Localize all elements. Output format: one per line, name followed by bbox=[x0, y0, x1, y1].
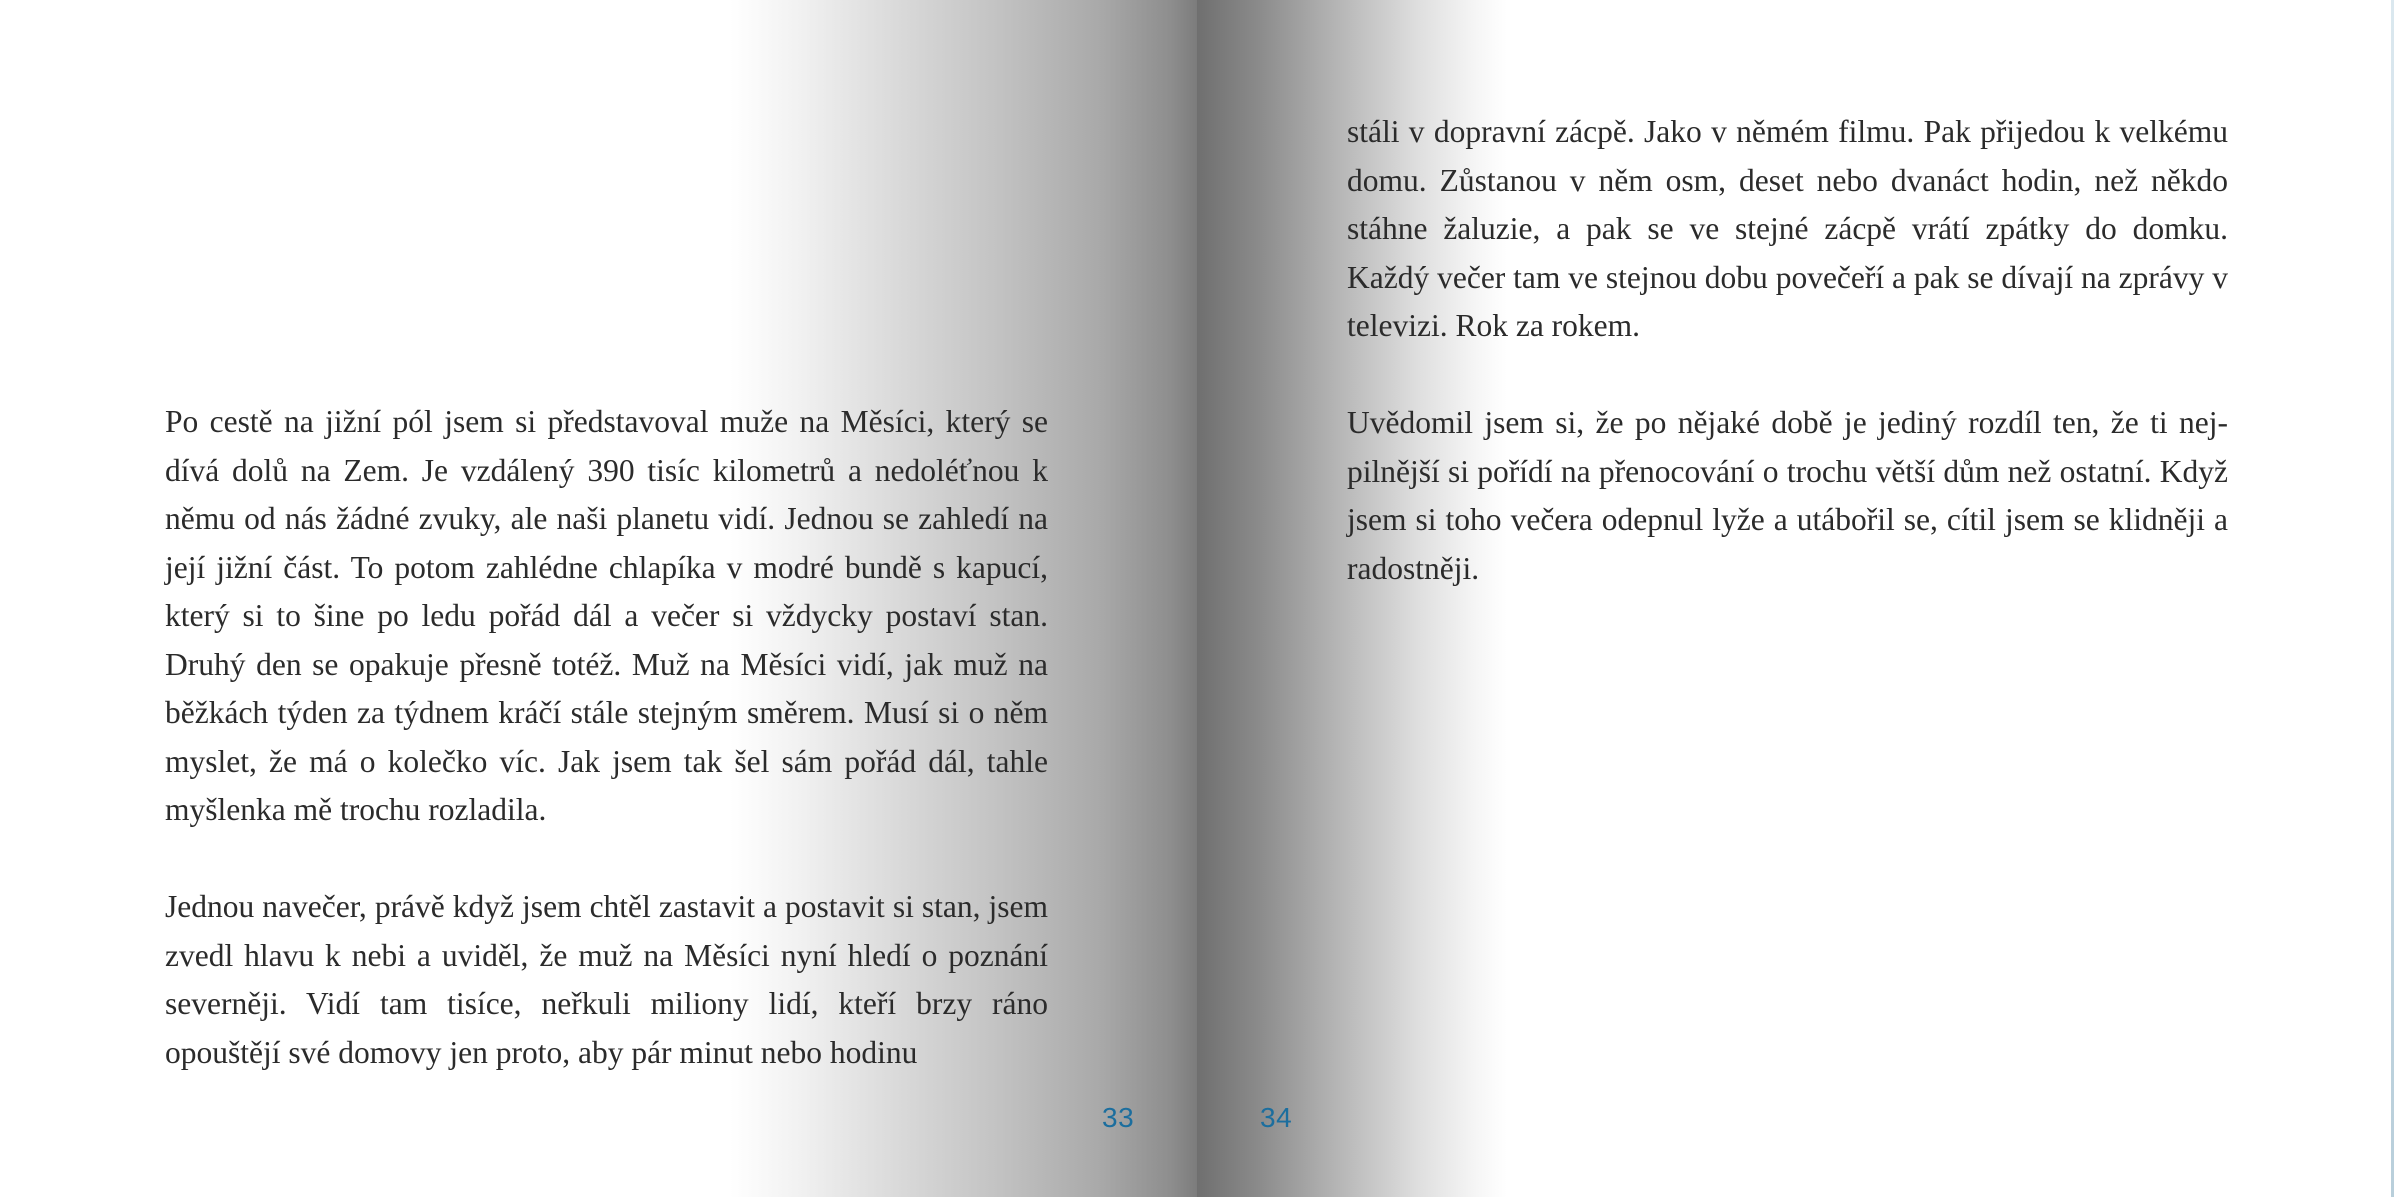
left-paragraph-2: Jednou navečer, právě když jsem chtěl zastavit a postavit si stan, jsem zvedl hlavu k nebi a uviděl, že muž na Měsíci nyní hledí o poznání severněji. Vidí tam tisíce, neřkuli miliony lidí, kteří brzy ráno opouštějí své domovy jen proto, aby pár minut nebo hodinu bbox=[165, 889, 1048, 1070]
right-paragraph-2: Uvědomil jsem si, že po nějaké době je jediný rozdíl ten, že ti nejpilnější si pořídí na přenocování o trochu větší dům než ostatní. Když jsem si toho večera odepnul lyže a utábořil se, cítil jsem se klidněji a radostněji. bbox=[1347, 405, 2228, 586]
page-number-right: 34 bbox=[1260, 1102, 1293, 1133]
left-paragraph-1: Po cestě na jižní pól jsem si představoval muže na Měsíci, který se dívá dolů na Zem. Je vzdálený 390 tisíc kilometrů a nedoléťnou k němu od nás žádné zvuky, ale naši planetu vidí. Jednou se zahledí na její jižní část. To potom zahlédne chlapíka v modré bundě s kapucí, který si to šine po ledu pořád dál a večer si vždycky postaví stan. Druhý den se opakuje přesně totéž. Muž na Měsíci vidí, jak muž na běžkách týden za týdnem kráčí stále stejným směrem. Musí si o něm myslet, že má o kolečko víc. Jak jsem tak šel sám pořád dál, tahle myšlenka mě trochu rozladila. bbox=[165, 404, 1048, 827]
right-page bbox=[1197, 0, 2394, 1197]
page-number-left: 33 bbox=[1102, 1102, 1135, 1133]
left-page-text bbox=[165, 398, 1048, 1077]
right-page-text bbox=[1347, 108, 2228, 593]
right-paragraph-1: stáli v dopravní zácpě. Jako v němém filmu. Pak přijedou k velkému domu. Zůstanou v něm osm, deset nebo dvanáct hodin, než někdo stáhne žaluzie, a pak se ve stejné zácpě vrátí zpátky do domku. Každý večer tam ve stejnou dobu povečeří a pak se dívají na zprávy v televizi. Rok za rokem. bbox=[1347, 114, 2228, 343]
